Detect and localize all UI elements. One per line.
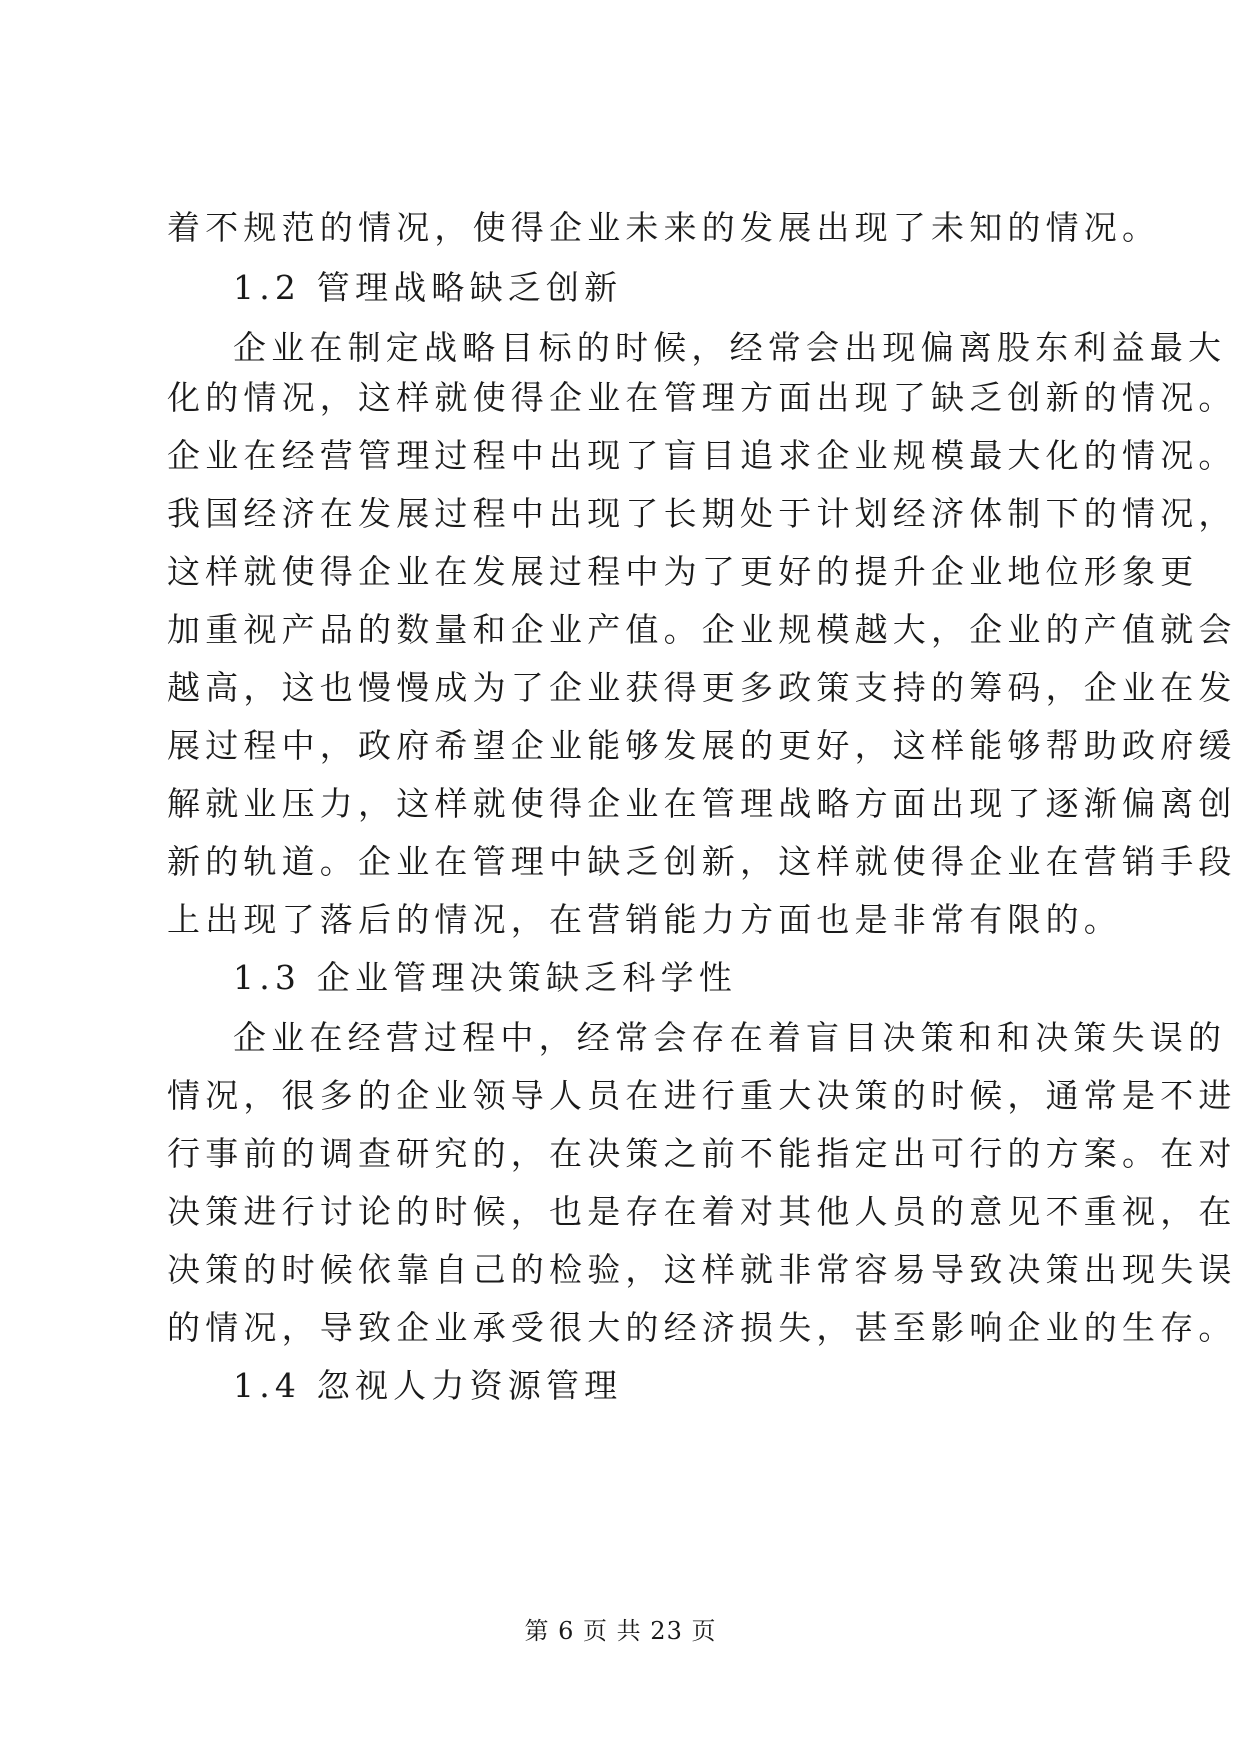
paragraph-line: 化的情况，这样就使得企业在管理方面出现了缺乏创新的情况。 bbox=[167, 378, 1237, 417]
paragraph-line: 越高，这也慢慢成为了企业获得更多政策支持的筹码，企业在发 bbox=[167, 668, 1237, 707]
section-heading: 1.3 企业管理决策缺乏科学性 bbox=[233, 958, 737, 997]
page-number-footer: 第 6 页 共 23 页 bbox=[524, 1617, 717, 1645]
paragraph-line: 决策进行讨论的时候，也是存在着对其他人员的意见不重视，在 bbox=[167, 1192, 1237, 1231]
paragraph-line: 我国经济在发展过程中出现了长期处于计划经济体制下的情况， bbox=[167, 494, 1237, 533]
paragraph-line: 企业在制定战略目标的时候，经常会出现偏离股东利益最大 bbox=[233, 328, 1227, 367]
paragraph-line: 企业在经营过程中，经常会存在着盲目决策和和决策失误的 bbox=[233, 1018, 1227, 1057]
section-heading: 1.2 管理战略缺乏创新 bbox=[233, 268, 623, 307]
paragraph-line: 加重视产品的数量和企业产值。企业规模越大，企业的产值就会 bbox=[167, 610, 1237, 649]
paragraph-line: 展过程中，政府希望企业能够发展的更好，这样能够帮助政府缓 bbox=[167, 726, 1237, 765]
paragraph-line: 着不规范的情况，使得企业未来的发展出现了未知的情况。 bbox=[167, 208, 1161, 247]
paragraph-line: 行事前的调查研究的，在决策之前不能指定出可行的方案。在对 bbox=[167, 1134, 1237, 1173]
paragraph-line: 情况，很多的企业领导人员在进行重大决策的时候，通常是不进 bbox=[167, 1076, 1237, 1115]
section-heading: 1.4 忽视人力资源管理 bbox=[233, 1366, 623, 1405]
paragraph-line: 这样就使得企业在发展过程中为了更好的提升企业地位形象更 bbox=[167, 552, 1199, 591]
paragraph-line: 上出现了落后的情况，在营销能力方面也是非常有限的。 bbox=[167, 900, 1122, 939]
paragraph-line: 企业在经营管理过程中出现了盲目追求企业规模最大化的情况。 bbox=[167, 436, 1237, 475]
paragraph-line: 新的轨道。企业在管理中缺乏创新，这样就使得企业在营销手段 bbox=[167, 842, 1237, 881]
paragraph-line: 的情况，导致企业承受很大的经济损失，甚至影响企业的生存。 bbox=[167, 1308, 1237, 1347]
paragraph-line: 决策的时候依靠自己的检验，这样就非常容易导致决策出现失误 bbox=[167, 1250, 1237, 1289]
paragraph-line: 解就业压力，这样就使得企业在管理战略方面出现了逐渐偏离创 bbox=[167, 784, 1237, 823]
